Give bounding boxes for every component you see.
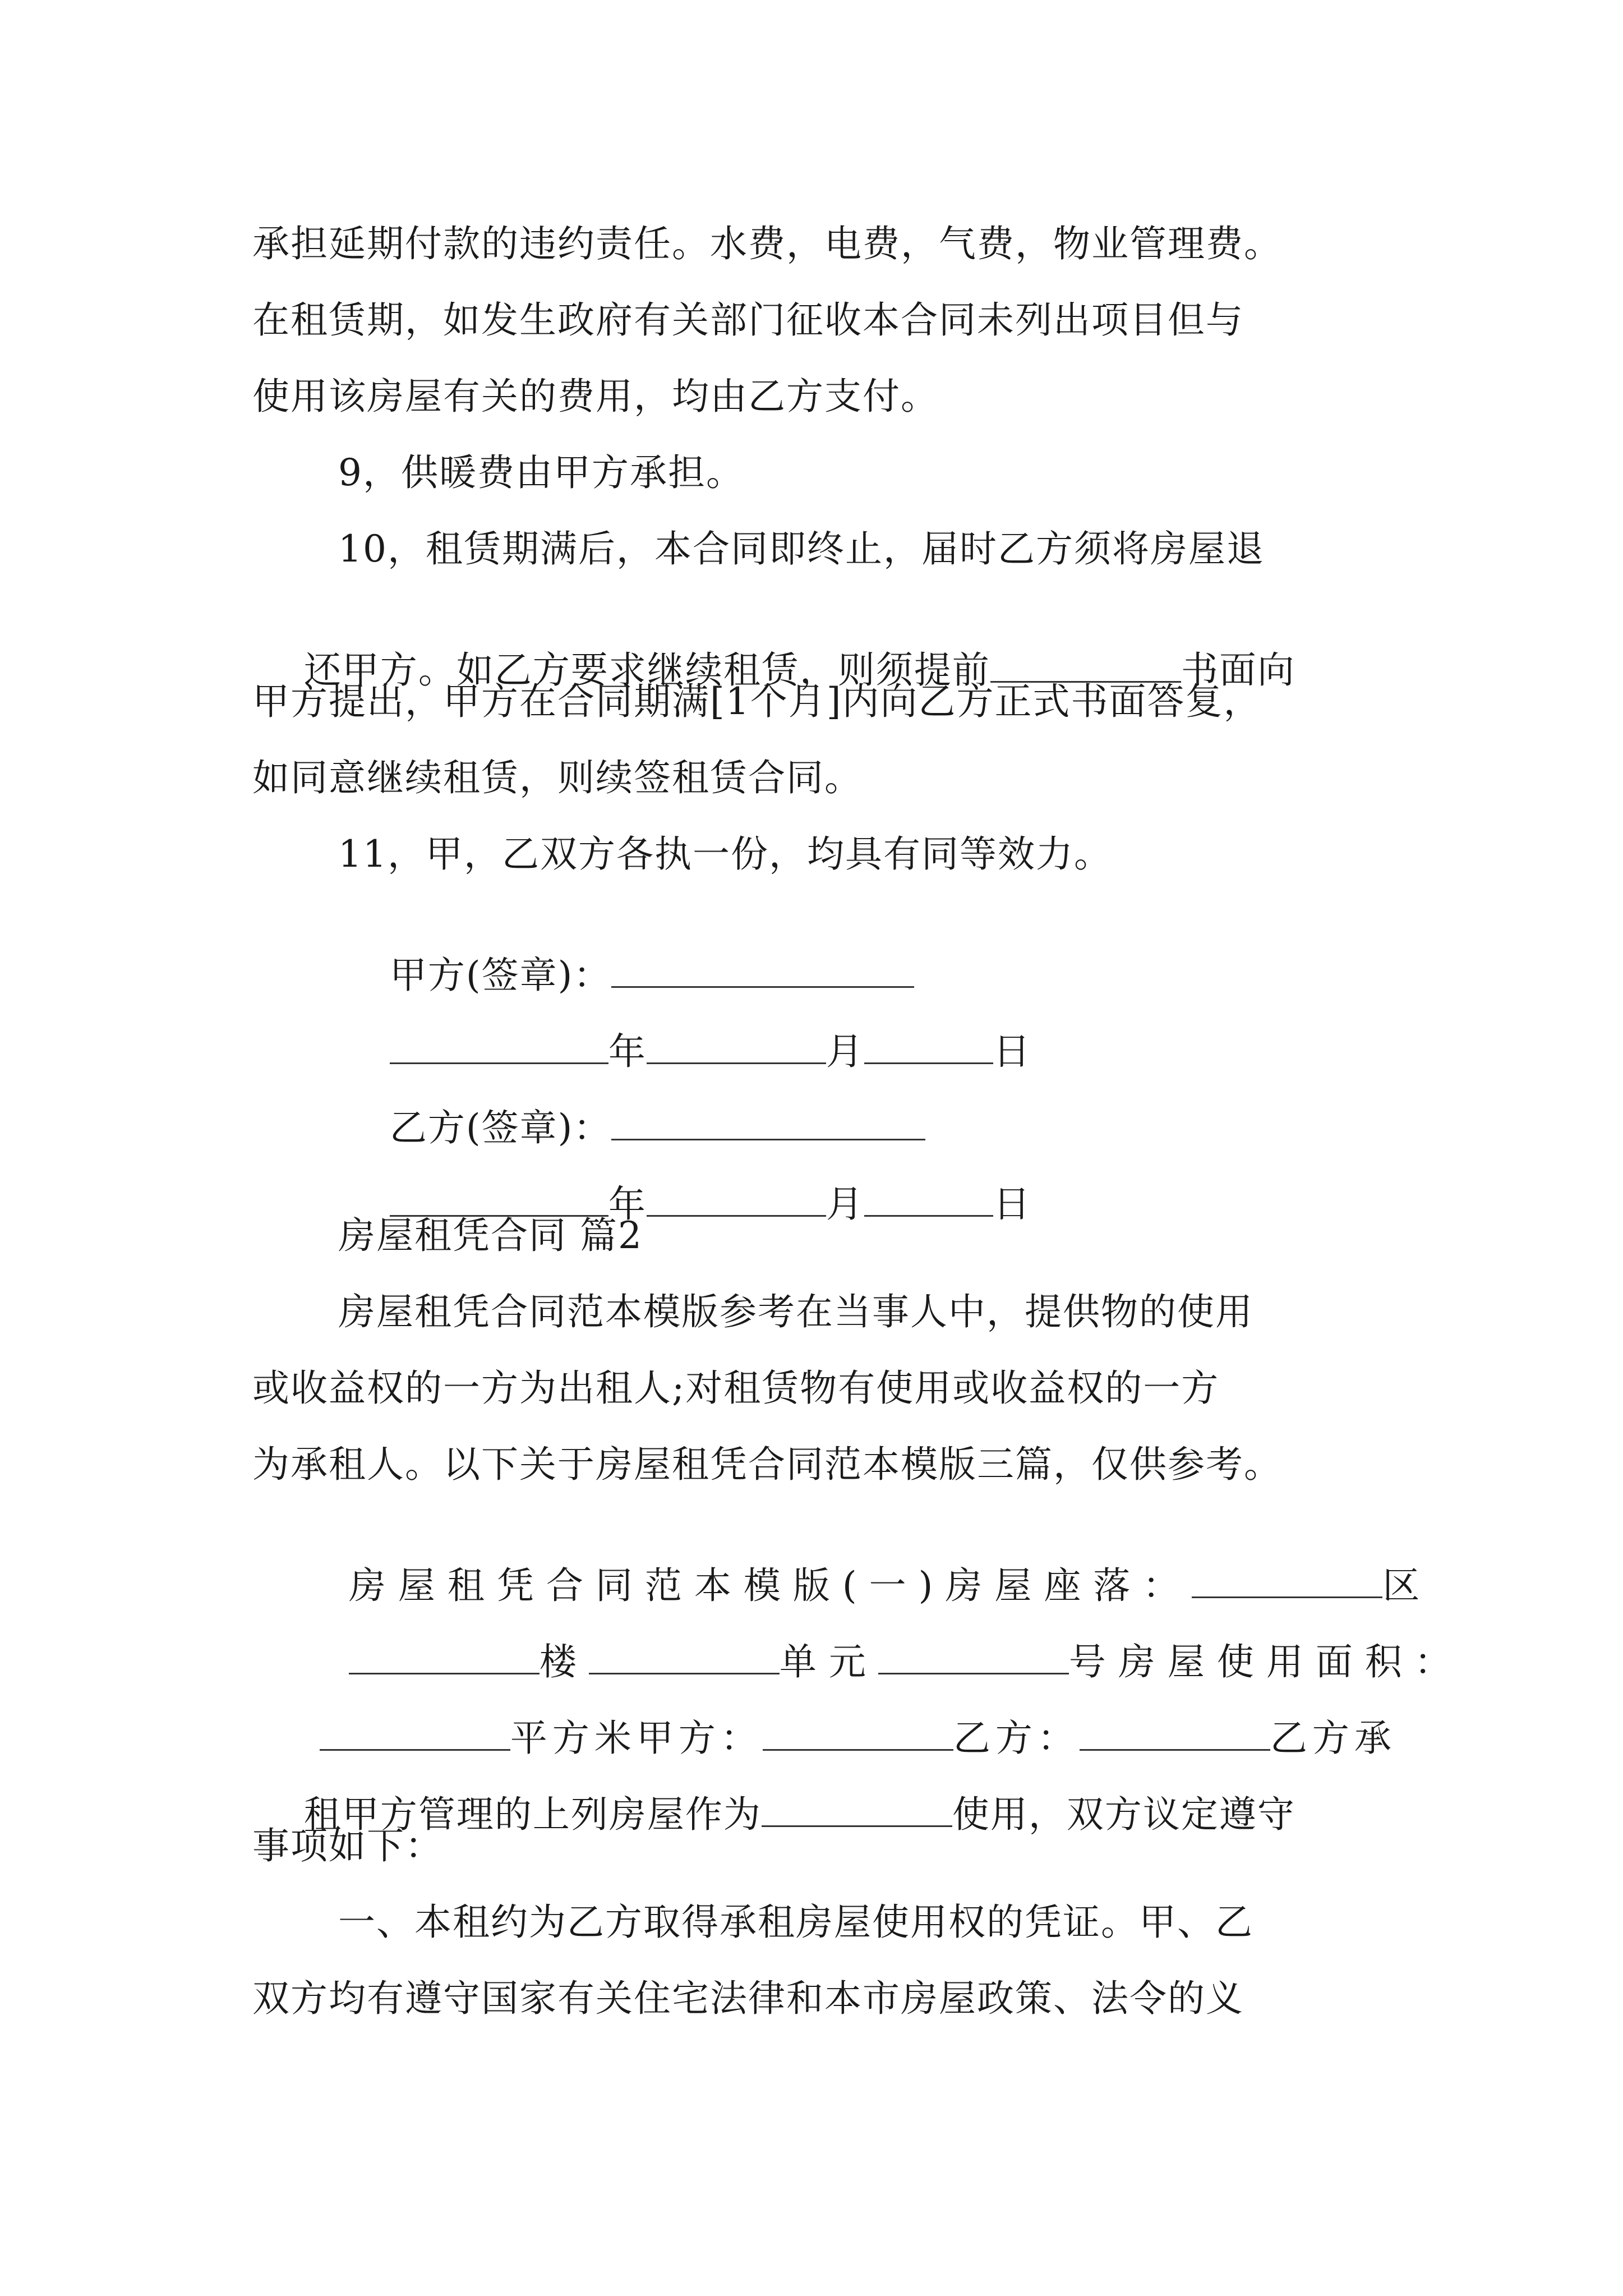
date-line-party-a [338,984,1380,1073]
blank-field[interactable] [349,1641,540,1674]
text-segment: 区 [1382,1564,1432,1607]
year-label: 年 [608,1030,647,1073]
blank-field[interactable] [320,1718,510,1751]
party-a-signature-field[interactable] [611,955,914,988]
text-line: 房屋租凭合同范本模版参考在当事人中，提供物的使用 [338,1290,1253,1333]
text-line: 使用该房屋有关的费用，均由乙方支付。 [252,375,939,418]
text-line [252,603,1380,692]
text-segment: 乙方承 [1270,1717,1396,1760]
text-segment: 还甲方。如乙方要求继续租赁，则须提前 [303,648,990,692]
text-segment: 平方米甲方： [510,1717,763,1760]
text-line: 如同意继续租赁，则续签租赁合同。 [252,756,863,799]
text-segment: 号房屋使用面积： [1068,1640,1464,1683]
month-field[interactable] [647,1184,826,1217]
date-line-party-b [338,1137,1380,1226]
text-line: 承担延期付款的违约责任。水费，电费，气费，物业管理费。 [252,222,1282,265]
blank-field[interactable] [1192,1565,1382,1598]
section-heading: 房屋租凭合同 篇2 [338,1214,643,1257]
day-label: 日 [993,1030,1031,1073]
party-b-signature-field[interactable] [611,1107,925,1140]
text-line [252,1595,1464,1683]
signature-line-party-a [338,908,1380,997]
text-line [252,1747,1380,1836]
blank-field[interactable] [762,1794,952,1827]
text-line: 事项如下： [252,1824,443,1867]
blank-field[interactable] [763,1718,953,1751]
text-segment: 租甲方管理的上列房屋作为 [303,1793,762,1836]
day-field[interactable] [864,1031,993,1064]
blank-field[interactable] [1080,1718,1270,1751]
text-line [252,1519,1432,1607]
signature-line-party-b [338,1061,1380,1149]
text-line: 为承租人。以下关于房屋租凭合同范本模版三篇，仅供参考。 [252,1443,1282,1486]
text-segment: 使用，双方议定遵守 [952,1793,1295,1836]
text-segment: 单元 [779,1640,878,1683]
text-line: 双方均有遵守国家有关住宅法律和本市房屋政策、法令的义 [252,1977,1244,2020]
year-label: 年 [608,1182,647,1226]
text-line: 11，甲，乙双方各执一份，均具有同等效力。 [338,832,1112,876]
text-segment: 书面向 [1181,648,1295,692]
text-line: 9，供暖费由甲方承担。 [338,451,744,494]
day-label: 日 [993,1182,1031,1226]
text-line: 在租赁期，如发生政府有关部门征收本合同未列出项目但与 [252,298,1244,342]
text-segment: 房屋租凭合同范本模版(一)房屋座落： [348,1564,1192,1607]
party-a-label: 甲方(签章)： [389,954,612,997]
month-label: 月 [826,1030,864,1073]
text-line: 一、本租约为乙方取得承租房屋使用权的凭证。甲、乙 [338,1901,1253,1944]
blank-field[interactable] [878,1641,1069,1674]
month-field[interactable] [647,1031,826,1064]
year-field[interactable] [390,1184,608,1217]
text-line: 10，租赁期满后，本合同即终止，届时乙方须将房屋退 [338,527,1265,570]
text-line [252,1671,1396,1760]
party-b-label: 乙方(签章)： [389,1106,612,1149]
text-segment: 楼 [539,1640,589,1683]
text-segment: 乙方： [953,1717,1080,1760]
text-line: 或收益权的一方为出租人;对租赁物有使用或收益权的一方 [252,1366,1220,1410]
month-label: 月 [826,1182,864,1226]
day-field[interactable] [864,1184,993,1217]
blank-field[interactable] [589,1641,780,1674]
text-line: 甲方提出，甲方在合同期满[1个月]内向乙方正式书面答复， [252,680,1262,723]
year-field[interactable] [390,1031,608,1064]
blank-field[interactable] [990,650,1181,683]
